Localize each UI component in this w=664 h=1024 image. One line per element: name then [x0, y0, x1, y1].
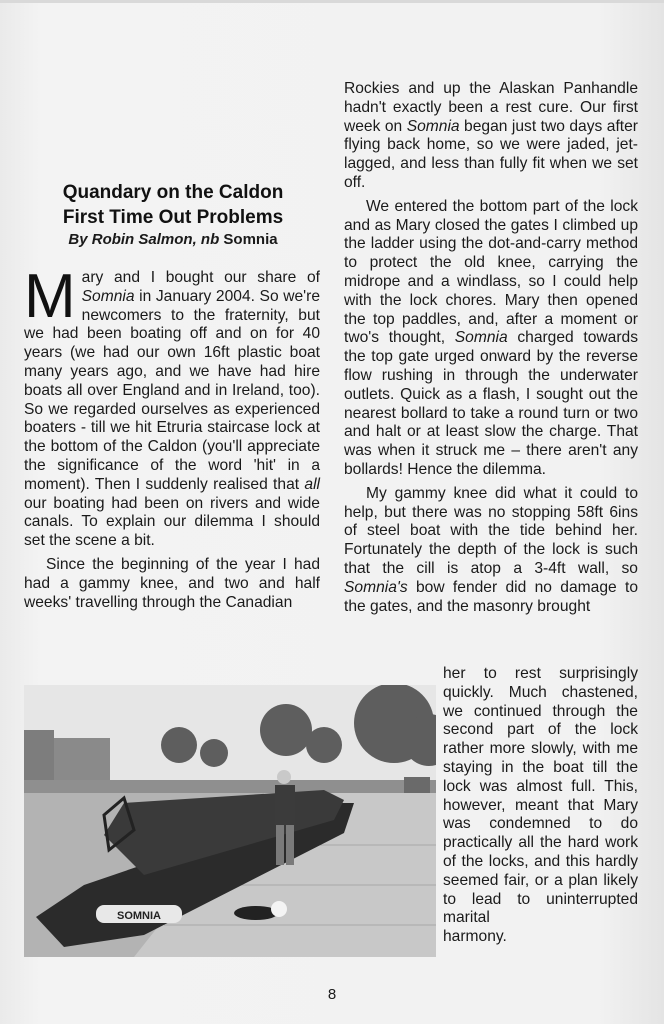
paragraph-2: Since the beginning of the year I had had a gammy knee, and two and half weeks' travelling through the Canadian	[24, 555, 320, 611]
building-mid	[54, 738, 110, 785]
boat-name-italic: Somnia	[454, 329, 508, 347]
article-byline	[22, 231, 324, 248]
boat-name-italic: Somnia	[81, 287, 135, 305]
paragraph-5	[344, 485, 638, 617]
text-run: ary and I bought our share of	[81, 269, 320, 286]
boat-name-label: SOMNIA	[117, 910, 161, 922]
text-run: charged towards the top gate urged onward by the reverse flow rushing in through the underwater outlets. Quick as a flash, I sought out the nearest bollard to take a round turn or two and halt or at least slow the charge. That was when it struck me – there aren't any bollards! Hence the dilemma.	[344, 329, 638, 478]
article-title-line-1: Quandary on the Caldon	[62, 182, 284, 203]
text-wrap-beside-photo	[443, 665, 638, 947]
paragraph-5-continued: her to rest surprisingly quickly. Much chastened, we continued through the second part of the lock rather more slowly, with me staying in the boat till the lock was almost full. This, however, meant that Mary was condemned to do practically all the hard work of the locks, and this hardly seemed fair, or a plan likely to lead to uninterrupted marital	[443, 665, 638, 927]
text-run: began just two days after flying back home, so we were jaded, jet-lagged, and less than fully fit when we set off.	[344, 117, 638, 191]
page-number: 8	[327, 986, 337, 1003]
paragraph-4	[344, 198, 638, 480]
text-run: bow fender did no damage to the gates, and the masonry brought	[344, 578, 638, 615]
text-run: My gammy knee did what it could to help, but there was no stopping 58ft 6ins of steel boat with the tide behind her. Fortunately the depth of the lock is such that the cill is atop a 3-4ft wall, so	[344, 484, 638, 577]
page-edge	[0, 0, 664, 3]
fender-buoy	[271, 901, 287, 917]
far-bank	[24, 780, 436, 794]
emphasis-italic: all	[304, 475, 320, 493]
text-run: We entered the bottom part of the lock and as Mary closed the gates I climbed up the ladder using the dot-and-carry method to protect the old knee, carrying the midrope and a windlass, so I could help with the lock chores. Mary then opened the top paddles, and, after a moment or two's thought,	[344, 197, 638, 347]
article-title-line-2: First Time Out Problems	[62, 207, 284, 228]
drop-cap: M	[24, 262, 76, 331]
building-left	[24, 730, 54, 785]
boat-name-italic: Somnia	[406, 117, 460, 135]
boat-name-italic: Somnia's	[344, 578, 408, 596]
paragraph-5-last-line: harmony.	[443, 928, 507, 946]
text-run: Rockies and up the Alaskan Panhandle hadn't exactly been a rest cure. Our first week on	[344, 80, 638, 135]
photo-illustration	[24, 685, 436, 957]
paragraph-3	[344, 80, 638, 193]
text-run: in January 2004. So we're newcomers to the fraternity, but we had been boating off and on for 40 years (we had our own 16ft plastic boat many years ago, and we have had hire boats all over England and in Ireland, too). So we regarded ourselves as experienced boaters - till we hit Etruria staircase lock at the bottom of the Caldon (you'll appreciate the significance of the word 'hit' in a moment). Then I suddenly realised that	[24, 287, 320, 493]
paragraph-1	[24, 262, 320, 551]
right-column	[344, 80, 638, 616]
byline-author: By Robin Salmon, nb	[68, 231, 220, 248]
byline-boat-name: Somnia	[223, 231, 278, 248]
narrowboat-photo	[24, 685, 436, 957]
text-run: our boating had been on rivers and wide canals. To explain our dilemma I should set the scene a bit.	[24, 494, 320, 550]
left-column	[24, 262, 320, 612]
article-header	[22, 180, 324, 248]
